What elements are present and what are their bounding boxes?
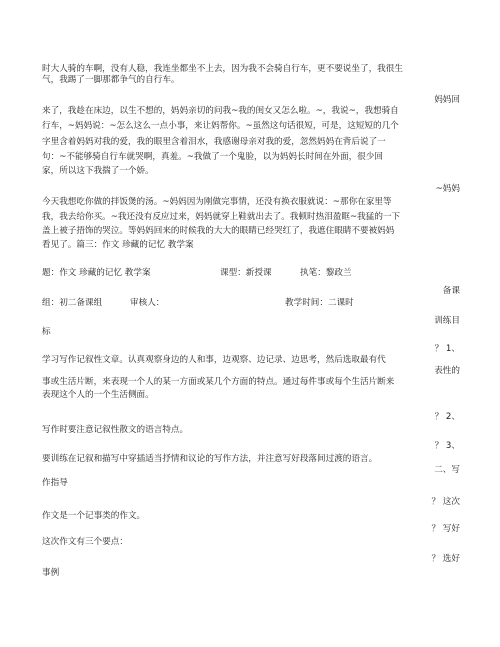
info-group: 组：初二备课组 [42,298,103,308]
text-line: 事例 [42,568,60,578]
text-line: 看见了。篇三：作文 珍藏的记忆 教学案 [42,240,194,250]
section-heading: 作指导 [42,478,68,488]
text-line: 表性的 [434,366,460,376]
text-line: 学习写作记叙性文章。认真观察身边的人和事，边观察、边记录、边思考，然后选取最有代 [42,355,386,365]
text-line: 时大人骑的车啊，没有人稳，我连坐都坐不上去，因为我不会骑自行车，更不要说坐了，我很生 [42,64,403,74]
text-line: ~妈妈 [435,184,460,194]
text-line: 盖上被子捂饰的哭泣。等妈妈回来的时候我的大大的眼睛已经哭红了，我遮住眼睛不要被妈妈 [42,226,395,236]
text-line: 写作时要注意记叙性散文的语言特点。 [42,425,189,435]
info-reviewer: 审核人： [130,298,165,308]
info-type: 课型：新授课 [220,268,272,278]
text-line: 行车，~妈妈说：~怎么这么一点小事，来让妈帮你。~虽然这句话很短，可是，这短短的几个 [42,121,399,131]
text-line: 要训练在记叙和描写中穿插适当抒情和议论的写作方法，并注意写好段落间过渡的语言。 [42,454,378,464]
text-line: 我，我去给你买。~我还没有反应过来，妈妈就穿上鞋就出去了。我顿时热泪盈眶~我猛的一下 [42,212,401,222]
text-line: 家，所以这下我揣了一个娇。 [42,166,154,176]
text-line: ？ 选好 [431,554,460,564]
text-line: 气，我踢了一脚那都争气的自行车。 [42,75,180,85]
text-line: 妈妈回 [434,95,460,105]
info-prep: 备课 [442,286,460,296]
section-heading: 训练目 [434,316,460,326]
text-line: ？ 写好 [431,524,460,534]
text-line: 这次作文有三个要点： [42,537,128,547]
text-line: 表现这个人的一个生活侧面。 [42,390,154,400]
item-marker: ？ 3、 [434,441,460,451]
text-line: 事或生活片断，来表现一个人的某一方面或某几个方面的特点。通过每件事或每个生活片断来 [42,377,395,387]
text-line: ？ 这次 [431,497,460,507]
item-marker: ？ 1、 [434,344,460,354]
section-heading: 标 [42,327,51,337]
info-title: 题：作文 珍藏的记忆 教学案 [42,268,151,278]
info-time: 教学时间：二课时 [285,298,354,308]
section-heading: 二、写 [434,465,460,475]
text-line: 作文是一个记事类的作文。 [42,511,146,521]
text-line: 今天我想吃你做的拌饭煲的汤。~妈妈因为刚做完事情，还没有换衣服就说：~那你在家里等 [42,197,392,207]
info-author: 执笔：黎政兰 [300,268,352,278]
text-line: 句：~不能够骑自行车就哭啊，真羞。~我做了一个鬼脸，以为妈妈长时间在外面，很少回 [42,152,383,162]
text-line: 来了，我趁在床边，以生不想的，妈妈亲切的问我~我的闺女又怎么啦。~，我说~，我想骑自 [42,106,399,116]
text-line: 字里含着妈妈对我的爱，我的眼里含着泪水，我感谢母亲对我的爱，忽然妈妈在背后说了一 [42,137,386,147]
item-marker: ？ 2、 [434,412,460,422]
